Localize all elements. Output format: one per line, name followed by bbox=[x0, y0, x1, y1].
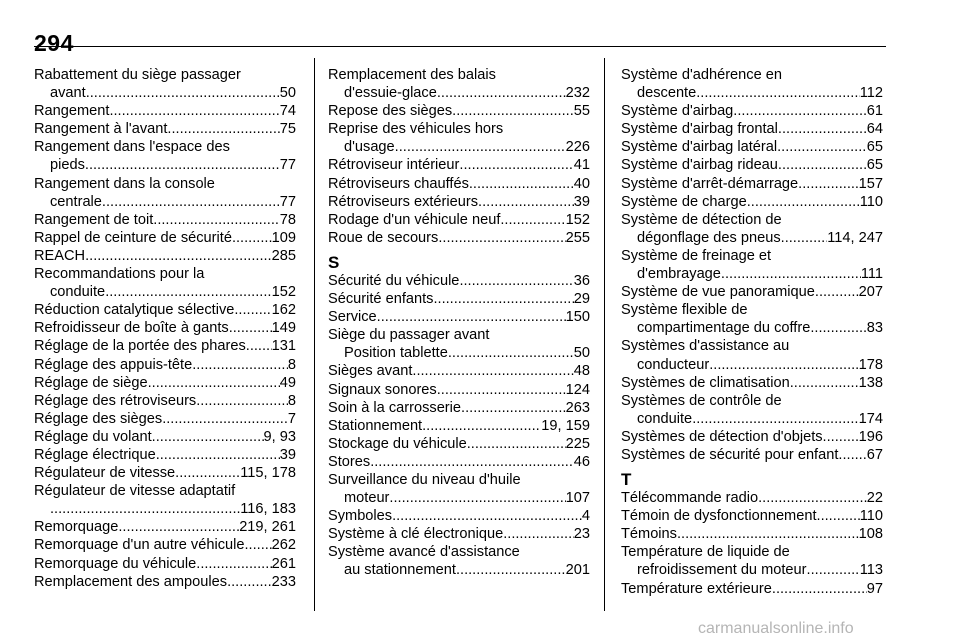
index-entry bbox=[621, 489, 883, 507]
page-reference: 9, 93 bbox=[263, 428, 296, 445]
index-entry-subterm: avant bbox=[50, 85, 86, 102]
page-reference: 8 bbox=[287, 356, 296, 373]
dot-leader bbox=[50, 500, 240, 518]
index-entry bbox=[621, 525, 883, 543]
index-entry-term: Système d'adhérence en bbox=[621, 67, 782, 83]
index-entry-term: Rétroviseurs extérieurs bbox=[328, 193, 479, 210]
index-entry-term: Rangement à l'avant bbox=[34, 121, 168, 138]
dot-leader bbox=[412, 362, 573, 380]
dot-leader bbox=[461, 399, 566, 417]
page-reference: 152 bbox=[271, 284, 296, 301]
index-entry-term: Remplacement des ampoules bbox=[34, 573, 228, 590]
page-reference: 48 bbox=[573, 363, 590, 380]
index-column-1 bbox=[34, 66, 296, 591]
index-entry bbox=[34, 301, 296, 319]
dot-leader bbox=[772, 580, 867, 598]
dot-leader bbox=[838, 446, 866, 464]
page-reference: 207 bbox=[858, 284, 883, 301]
index-entry-subterm: moteur bbox=[344, 490, 390, 507]
index-entry bbox=[34, 66, 296, 102]
dot-leader bbox=[227, 573, 272, 591]
page-reference: 149 bbox=[271, 320, 296, 337]
index-column-3 bbox=[621, 66, 883, 598]
dot-leader bbox=[747, 193, 860, 211]
page-reference: 110 bbox=[859, 508, 883, 525]
page-reference: 201 bbox=[565, 562, 590, 579]
index-entry-subterm: pieds bbox=[50, 157, 85, 174]
dot-leader bbox=[692, 410, 858, 428]
dot-leader bbox=[167, 120, 279, 138]
index-entry-term: Système de vue panoramique bbox=[621, 284, 815, 301]
index-entry-term: Système flexible de bbox=[621, 302, 748, 319]
dot-leader bbox=[148, 374, 280, 392]
index-entry-term: Réglage du volant bbox=[34, 428, 152, 445]
index-entry bbox=[621, 580, 883, 598]
index-entry bbox=[34, 374, 296, 392]
index-entry-term: Rétroviseur intérieur bbox=[328, 157, 460, 174]
index-entry-subterm: centrale bbox=[50, 193, 102, 210]
page-reference: 19, 159 bbox=[541, 417, 590, 434]
dot-leader bbox=[677, 525, 859, 543]
page-reference: 77 bbox=[279, 193, 296, 210]
page-reference: 39 bbox=[573, 193, 590, 210]
index-entry-term: Rangement dans la console bbox=[34, 175, 215, 192]
index-entry bbox=[621, 446, 883, 464]
index-entry bbox=[621, 301, 883, 337]
index-entry-term: Régulateur de vitesse bbox=[34, 465, 176, 482]
index-entry bbox=[34, 555, 296, 573]
index-entry-term: Système de freinage et bbox=[621, 247, 772, 264]
page-reference: 29 bbox=[573, 291, 590, 308]
dot-leader bbox=[196, 392, 288, 410]
dot-leader bbox=[244, 536, 271, 554]
index-entry-term: Sécurité enfants bbox=[328, 291, 434, 308]
index-entry-term: Rétroviseurs chauffés bbox=[328, 175, 469, 192]
index-entry-term: Stores bbox=[328, 453, 371, 470]
page-reference: 22 bbox=[866, 490, 883, 507]
index-entry bbox=[328, 362, 590, 380]
index-entry bbox=[328, 272, 590, 290]
dot-leader bbox=[229, 319, 272, 337]
index-entry-term: Reprise des véhicules hors bbox=[328, 121, 504, 138]
page-reference: 97 bbox=[866, 580, 883, 597]
index-entry bbox=[621, 138, 883, 156]
dot-leader bbox=[807, 561, 860, 579]
index-entry bbox=[328, 193, 590, 211]
index-entry bbox=[328, 381, 590, 399]
page-reference: 41 bbox=[573, 157, 590, 174]
index-entry bbox=[34, 211, 296, 229]
page-number: 294 bbox=[34, 30, 74, 56]
page-reference: 150 bbox=[565, 309, 590, 326]
dot-leader bbox=[781, 229, 828, 247]
page-reference: 225 bbox=[565, 435, 590, 452]
dot-leader bbox=[503, 525, 574, 543]
page-reference: 114, 247 bbox=[827, 229, 883, 246]
page-reference: 65 bbox=[866, 157, 883, 174]
index-entry-subterm: d'essuie-glace bbox=[344, 85, 437, 102]
index-entry bbox=[621, 543, 883, 579]
index-entry bbox=[328, 417, 590, 435]
page-reference: 111 bbox=[860, 266, 883, 283]
page-reference: 108 bbox=[858, 526, 883, 543]
section-letter: T bbox=[621, 470, 632, 490]
page-reference: 8 bbox=[287, 392, 296, 409]
page-reference: 39 bbox=[279, 446, 296, 463]
index-entry bbox=[328, 308, 590, 326]
index-entry-term: Température extérieure bbox=[621, 580, 772, 597]
index-entry bbox=[328, 453, 590, 471]
dot-leader bbox=[85, 156, 280, 174]
dot-leader bbox=[798, 175, 858, 193]
index-entry bbox=[34, 518, 296, 536]
page-reference: 285 bbox=[271, 247, 296, 264]
index-entry bbox=[34, 392, 296, 410]
dot-leader bbox=[709, 356, 858, 374]
index-entry-term: Température de liquide de bbox=[621, 544, 790, 561]
index-entry bbox=[621, 156, 883, 174]
page-reference: 55 bbox=[573, 103, 590, 120]
dot-leader bbox=[777, 138, 867, 156]
dot-leader bbox=[232, 229, 272, 247]
index-entry bbox=[34, 573, 296, 591]
index-entry-term: Siège du passager avant bbox=[328, 327, 490, 344]
dot-leader bbox=[118, 518, 239, 536]
dot-leader bbox=[823, 428, 859, 446]
index-entry-term: Recommandations pour la bbox=[34, 266, 205, 283]
page-reference: 174 bbox=[858, 410, 883, 427]
page-reference: 49 bbox=[279, 374, 296, 391]
index-entry-term: Rabattement du siège passager bbox=[34, 67, 241, 83]
dot-leader bbox=[395, 138, 566, 156]
index-entry bbox=[34, 120, 296, 138]
index-entry bbox=[621, 247, 883, 283]
index-entry-term: Réglage des appuis-tête bbox=[34, 356, 193, 373]
dot-leader bbox=[467, 435, 566, 453]
dot-leader bbox=[448, 344, 574, 362]
column-divider bbox=[314, 58, 315, 611]
index-entry-term: Réglage des rétroviseurs bbox=[34, 392, 197, 409]
index-entry bbox=[621, 120, 883, 138]
index-entry bbox=[621, 337, 883, 373]
dot-leader bbox=[817, 507, 860, 525]
index-entry-term: Refroidisseur de boîte à gants bbox=[34, 320, 229, 337]
index-entry-subterm: conducteur bbox=[637, 356, 710, 373]
page-reference: 233 bbox=[271, 573, 296, 590]
dot-leader bbox=[815, 283, 859, 301]
index-entry bbox=[621, 283, 883, 301]
page-reference: 74 bbox=[279, 103, 296, 120]
dot-leader bbox=[437, 381, 566, 399]
index-entry-term: REACH bbox=[34, 247, 86, 264]
index-entry-term: Système à clé électronique bbox=[328, 526, 504, 543]
dot-leader bbox=[152, 428, 264, 446]
index-entry bbox=[621, 175, 883, 193]
index-entry bbox=[328, 399, 590, 417]
page-reference: 124 bbox=[565, 381, 590, 398]
index-entry-term: Service bbox=[328, 309, 377, 326]
page-reference: 83 bbox=[866, 320, 883, 337]
page-reference: 50 bbox=[573, 345, 590, 362]
index-entry-subterm: conduite bbox=[50, 284, 106, 301]
dot-leader bbox=[459, 272, 573, 290]
index-entry-term: Signaux sonores bbox=[328, 381, 437, 398]
index-entry-term: Remorquage bbox=[34, 519, 119, 536]
index-entry-term: Remplacement des balais bbox=[328, 67, 496, 83]
dot-leader bbox=[156, 446, 280, 464]
index-entry-term: Réduction catalytique sélective bbox=[34, 302, 235, 319]
index-entry bbox=[621, 374, 883, 392]
dot-leader bbox=[778, 156, 867, 174]
index-entry-term: Systèmes de détection d'objets bbox=[621, 428, 823, 445]
index-entry-term: Systèmes d'assistance au bbox=[621, 338, 790, 355]
index-entry bbox=[34, 536, 296, 554]
dot-leader bbox=[438, 229, 565, 247]
index-entry bbox=[34, 464, 296, 482]
page-reference: 64 bbox=[866, 121, 883, 138]
index-entry bbox=[328, 543, 590, 579]
dot-leader bbox=[778, 120, 867, 138]
index-entry bbox=[34, 446, 296, 464]
index-entry-term: Système d'airbag latéral bbox=[621, 139, 778, 156]
index-entry-subterm: d'usage bbox=[344, 139, 395, 156]
page-reference: 138 bbox=[858, 374, 883, 391]
index-entry bbox=[328, 102, 590, 120]
dot-leader bbox=[105, 283, 271, 301]
page-reference: 157 bbox=[858, 175, 883, 192]
index-entry-term: Systèmes de climatisation bbox=[621, 374, 790, 391]
index-entry-term: Télécommande radio bbox=[621, 490, 759, 507]
dot-leader bbox=[196, 555, 271, 573]
index-entry-subterm: refroidissement du moteur bbox=[637, 562, 807, 579]
page-reference: 262 bbox=[271, 537, 296, 554]
index-entry bbox=[34, 265, 296, 301]
page-reference: 36 bbox=[573, 272, 590, 289]
index-entry bbox=[621, 193, 883, 211]
index-entry bbox=[328, 229, 590, 247]
page-reference: 109 bbox=[271, 229, 296, 246]
index-entry bbox=[34, 175, 296, 211]
index-entry-term: Système de charge bbox=[621, 193, 747, 210]
index-entry-term: Sécurité du véhicule bbox=[328, 272, 460, 289]
index-entry-term: Stationnement bbox=[328, 417, 423, 434]
index-entry-term: Système avancé d'assistance bbox=[328, 544, 520, 561]
index-entry bbox=[34, 229, 296, 247]
page-reference: 116, 183 bbox=[240, 501, 296, 518]
section-letter: S bbox=[328, 252, 340, 272]
dot-leader bbox=[696, 84, 860, 102]
index-entry-term: Systèmes de sécurité pour enfant bbox=[621, 446, 839, 463]
page-reference: 78 bbox=[279, 211, 296, 228]
index-entry-term: Soin à la carrosserie bbox=[328, 399, 462, 416]
dot-leader bbox=[370, 453, 574, 471]
page-reference: 113 bbox=[859, 562, 883, 579]
index-entry bbox=[328, 211, 590, 229]
index-entry bbox=[328, 290, 590, 308]
index-entry bbox=[621, 507, 883, 525]
index-entry-term: Témoin de dysfonctionnement bbox=[621, 508, 817, 525]
dot-leader bbox=[86, 84, 280, 102]
index-entry bbox=[328, 156, 590, 174]
index-entry-term: Rangement de toit bbox=[34, 211, 154, 228]
index-entry-term: Surveillance du niveau d'huile bbox=[328, 471, 521, 488]
dot-leader bbox=[102, 193, 280, 211]
page-reference: 110 bbox=[859, 193, 883, 210]
index-entry bbox=[328, 507, 590, 525]
page-reference: 67 bbox=[866, 446, 883, 463]
index-entry-term: Systèmes de contrôle de bbox=[621, 392, 782, 409]
dot-leader bbox=[469, 175, 574, 193]
page-reference: 7 bbox=[287, 410, 296, 427]
index-entry-term: Réglage de la portée des phares bbox=[34, 338, 246, 355]
page-reference: 23 bbox=[573, 526, 590, 543]
page-reference: 263 bbox=[565, 399, 590, 416]
page-reference: 131 bbox=[271, 338, 296, 355]
dot-leader bbox=[437, 84, 566, 102]
dot-leader bbox=[433, 290, 573, 308]
dot-leader bbox=[422, 417, 541, 435]
page-reference: 232 bbox=[565, 85, 590, 102]
index-entry-term: Remorquage d'un autre véhicule bbox=[34, 537, 245, 554]
page-reference: 261 bbox=[271, 555, 296, 572]
dot-leader bbox=[810, 319, 866, 337]
index-entry bbox=[621, 211, 883, 247]
dot-leader bbox=[85, 247, 272, 265]
index-entry-term: Système d'airbag frontal bbox=[621, 121, 778, 138]
index-entry-subterm: dégonflage des pneus bbox=[637, 229, 781, 246]
index-entry-term: Système d'airbag bbox=[621, 103, 734, 120]
dot-leader bbox=[459, 156, 573, 174]
index-entry-term: Système de détection de bbox=[621, 211, 782, 228]
index-entry-subterm: conduite bbox=[637, 410, 693, 427]
dot-leader bbox=[452, 102, 574, 120]
index-entry bbox=[34, 337, 296, 355]
index-column-2 bbox=[328, 66, 590, 580]
index-entry-term: Système d'arrêt-démarrage bbox=[621, 175, 799, 192]
index-entry-term: Roue de secours bbox=[328, 229, 439, 246]
page-reference: 112 bbox=[859, 85, 883, 102]
dot-leader bbox=[456, 561, 566, 579]
page-reference: 61 bbox=[866, 103, 883, 120]
page-reference: 162 bbox=[271, 302, 296, 319]
dot-leader bbox=[500, 211, 565, 229]
page-reference: 115, 178 bbox=[240, 465, 296, 482]
dot-leader bbox=[389, 489, 565, 507]
dot-leader bbox=[758, 489, 867, 507]
page-reference: 75 bbox=[279, 121, 296, 138]
index-entry-term: Système d'airbag rideau bbox=[621, 157, 778, 174]
index-entry-term: Rangement bbox=[34, 103, 110, 120]
dot-leader bbox=[721, 265, 861, 283]
index-entry-term: Témoins bbox=[621, 526, 677, 543]
header-rule bbox=[34, 46, 886, 47]
index-entry-term: Remorquage du véhicule bbox=[34, 555, 197, 572]
index-entry bbox=[621, 428, 883, 446]
index-entry-term: Rappel de ceinture de sécurité bbox=[34, 229, 232, 246]
page-reference: 255 bbox=[565, 229, 590, 246]
page-reference: 178 bbox=[858, 356, 883, 373]
index-entry-term: Repose des sièges bbox=[328, 103, 453, 120]
index-entry-term: Rangement dans l'espace des bbox=[34, 139, 230, 156]
index-entry bbox=[34, 138, 296, 174]
index-entry bbox=[328, 435, 590, 453]
index-entry-term: Régulateur de vitesse adaptatif bbox=[34, 483, 236, 500]
page-reference: 50 bbox=[279, 85, 296, 102]
index-entry bbox=[621, 392, 883, 428]
index-entry bbox=[34, 410, 296, 428]
index-entry-term: Réglage électrique bbox=[34, 446, 156, 463]
index-entry-subterm: d'embrayage bbox=[637, 266, 721, 283]
dot-leader bbox=[153, 211, 280, 229]
index-entry-term: Réglage de siège bbox=[34, 374, 148, 391]
index-entry-term: Symboles bbox=[328, 508, 393, 525]
index-entry bbox=[328, 326, 590, 362]
index-entry-subterm: descente bbox=[637, 85, 697, 102]
index-entry bbox=[34, 102, 296, 120]
index-entry bbox=[34, 356, 296, 374]
dot-leader bbox=[246, 337, 272, 355]
index-entry-term: Rodage d'un véhicule neuf bbox=[328, 211, 501, 228]
page-reference: 219, 261 bbox=[239, 519, 296, 536]
index-entry bbox=[34, 319, 296, 337]
index-entry bbox=[328, 525, 590, 543]
page-reference: 4 bbox=[581, 508, 590, 525]
index-entry bbox=[621, 102, 883, 120]
page-reference: 40 bbox=[573, 175, 590, 192]
index-entry-term: Stockage du véhicule bbox=[328, 435, 467, 452]
page-reference: 77 bbox=[279, 157, 296, 174]
index-entry-term: Réglage des sièges bbox=[34, 410, 163, 427]
page-reference: 152 bbox=[565, 211, 590, 228]
dot-leader bbox=[109, 102, 279, 120]
dot-leader bbox=[790, 374, 859, 392]
index-entry bbox=[328, 175, 590, 193]
page-reference: 196 bbox=[858, 428, 883, 445]
dot-leader bbox=[478, 193, 574, 211]
index-entry-subterm: au stationnement bbox=[344, 562, 456, 579]
index-entry bbox=[621, 66, 883, 102]
dot-leader bbox=[162, 410, 288, 428]
index-entry-term: Sièges avant bbox=[328, 363, 413, 380]
dot-leader bbox=[175, 464, 240, 482]
dot-leader bbox=[392, 507, 582, 525]
index-entry bbox=[328, 471, 590, 507]
page-reference: 226 bbox=[565, 139, 590, 156]
page-reference: 46 bbox=[573, 453, 590, 470]
dot-leader bbox=[234, 301, 271, 319]
index-entry-subterm: Position tablette bbox=[344, 345, 448, 362]
index-entry bbox=[34, 482, 296, 518]
index-entry bbox=[328, 120, 590, 156]
dot-leader bbox=[733, 102, 866, 120]
dot-leader bbox=[377, 308, 566, 326]
index-entry bbox=[328, 66, 590, 102]
column-divider bbox=[604, 58, 605, 611]
index-entry-subterm: compartimentage du coffre bbox=[637, 320, 811, 337]
index-entry bbox=[34, 247, 296, 265]
watermark: carmanualsonline.info bbox=[698, 620, 854, 637]
dot-leader bbox=[192, 356, 288, 374]
page-reference: 107 bbox=[565, 490, 590, 507]
page-reference: 65 bbox=[866, 139, 883, 156]
index-entry bbox=[34, 428, 296, 446]
